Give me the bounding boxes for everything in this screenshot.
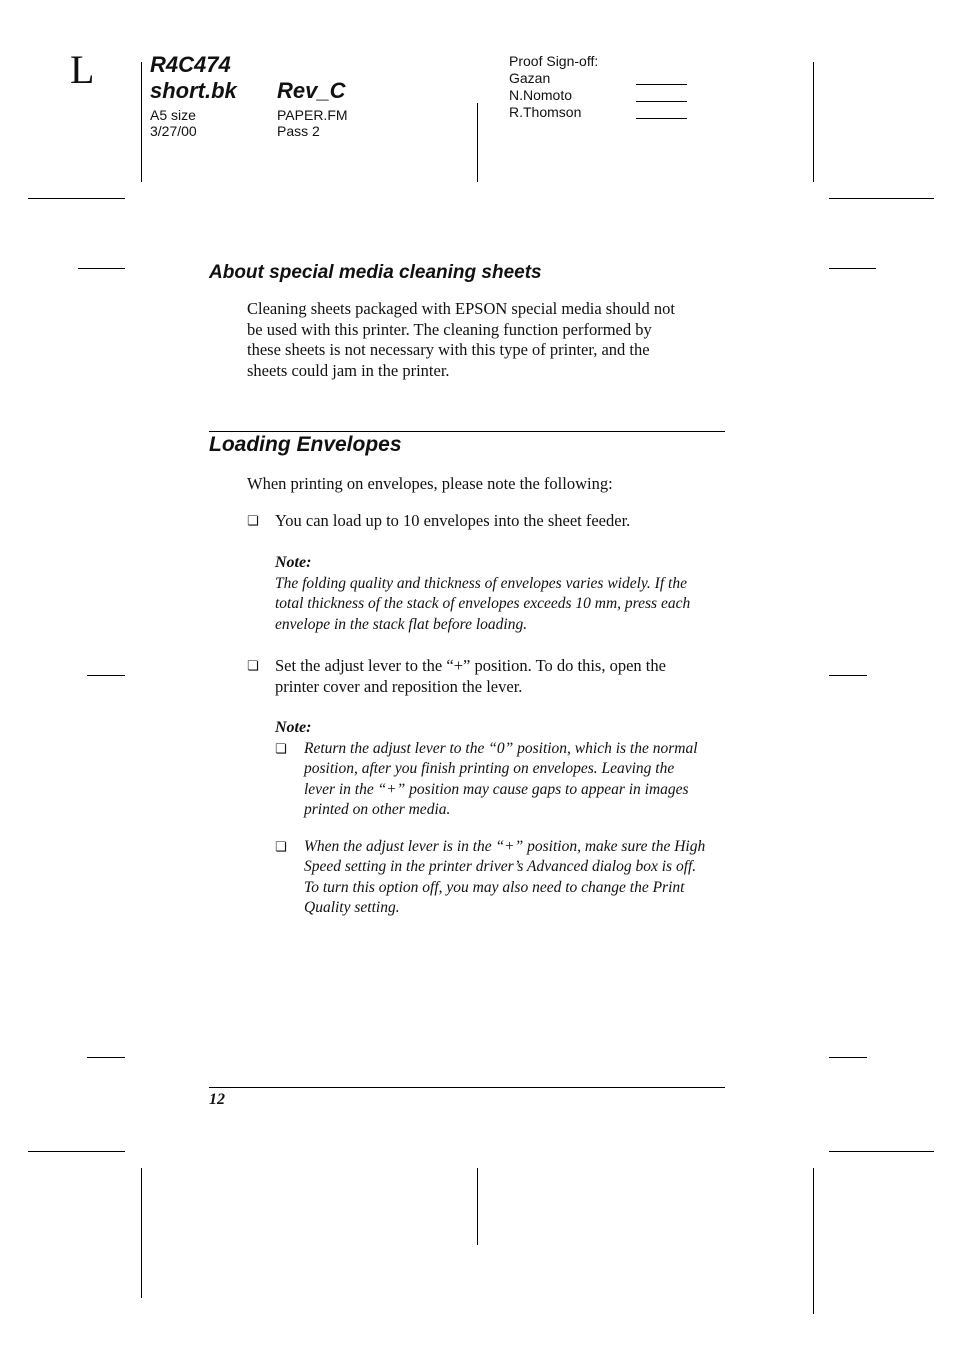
intro-text: When printing on envelopes, please note the following: bbox=[247, 474, 613, 493]
text-line: To turn this option off, you may also need to change the Print bbox=[304, 878, 685, 896]
crop-mark bbox=[28, 1151, 125, 1152]
text-line: sheets could jam in the printer. bbox=[247, 360, 450, 380]
text-line: When the adjust lever is in the “+” position, make sure the High bbox=[304, 838, 706, 855]
note-subitem bbox=[304, 739, 736, 820]
crop-mark bbox=[477, 103, 478, 182]
signature-line bbox=[636, 118, 687, 119]
text-line: Return the adjust lever to the “0” position, which is the normal bbox=[304, 740, 698, 757]
pass-number: Pass 2 bbox=[277, 123, 320, 139]
text-line: Quality setting. bbox=[304, 898, 400, 916]
crop-mark bbox=[829, 675, 867, 676]
crop-mark bbox=[477, 1168, 478, 1245]
text-line: position, after you finish printing on envelopes. Leaving the bbox=[304, 760, 675, 778]
note-label: Note: bbox=[275, 719, 312, 736]
crop-mark bbox=[829, 198, 934, 199]
text-line: printed on other media. bbox=[304, 800, 451, 818]
date: 3/27/00 bbox=[150, 123, 197, 139]
checkbox-bullet-icon: ❏ bbox=[275, 742, 287, 757]
section-rule bbox=[209, 431, 725, 432]
footer-rule bbox=[209, 1087, 725, 1088]
crop-mark bbox=[141, 1168, 142, 1298]
checkbox-bullet-icon: ❏ bbox=[247, 514, 259, 529]
crop-mark bbox=[141, 62, 142, 182]
corner-mark: L bbox=[70, 47, 95, 92]
book-name: short.bk bbox=[150, 78, 237, 103]
text-line: Speed setting in the printer driver’s Advanced dialog box is off. bbox=[304, 858, 697, 876]
file-name: PAPER.FM bbox=[277, 107, 348, 123]
crop-mark bbox=[78, 268, 125, 269]
text-line: Cleaning sheets packaged with EPSON special media should not bbox=[247, 299, 676, 318]
crop-mark bbox=[87, 675, 125, 676]
checkbox-bullet-icon: ❏ bbox=[247, 659, 259, 674]
note-text bbox=[275, 574, 735, 635]
text-line: Set the adjust lever to the “+” position. To do this, open the bbox=[275, 656, 666, 675]
section-heading: Loading Envelopes bbox=[209, 433, 402, 456]
list-item bbox=[275, 656, 735, 697]
checkbox-bullet-icon: ❏ bbox=[275, 840, 287, 855]
crop-mark bbox=[28, 198, 125, 199]
crop-mark bbox=[813, 1168, 814, 1314]
signature-line bbox=[636, 101, 687, 102]
paper-size: A5 size bbox=[150, 107, 196, 123]
note-subitem bbox=[304, 837, 736, 918]
text-line: be used with this printer. The cleaning function performed by bbox=[247, 319, 652, 339]
list-item: You can load up to 10 envelopes into the sheet feeder. bbox=[275, 511, 631, 530]
proof-name: Gazan bbox=[509, 70, 551, 86]
text-line: lever in the “+” position may cause gaps to appear in images bbox=[304, 780, 689, 798]
revision: Rev_C bbox=[277, 78, 346, 103]
proof-name: N.Nomoto bbox=[509, 87, 573, 103]
text-line: total thickness of the stack of envelopes exceeds 10 mm, press each bbox=[275, 595, 691, 613]
crop-mark bbox=[829, 1151, 934, 1152]
text-line: printer cover and reposition the lever. bbox=[275, 676, 523, 696]
crop-mark bbox=[829, 1057, 867, 1058]
crop-mark bbox=[813, 62, 814, 182]
crop-mark bbox=[829, 268, 876, 269]
proof-name: R.Thomson bbox=[509, 104, 582, 120]
doc-code: R4C474 bbox=[150, 52, 231, 77]
paragraph bbox=[247, 299, 737, 381]
proof-signoff-title: Proof Sign-off: bbox=[509, 53, 599, 69]
section-heading: About special media cleaning sheets bbox=[209, 262, 542, 283]
page-number: 12 bbox=[209, 1091, 225, 1108]
text-line: these sheets is not necessary with this type of printer, and the bbox=[247, 340, 650, 359]
note-label: Note: bbox=[275, 554, 312, 571]
text-line: The folding quality and thickness of envelopes varies widely. If the bbox=[275, 575, 687, 592]
text-line: envelope in the stack flat before loading. bbox=[275, 615, 528, 633]
signature-line bbox=[636, 84, 687, 85]
crop-mark bbox=[87, 1057, 125, 1058]
